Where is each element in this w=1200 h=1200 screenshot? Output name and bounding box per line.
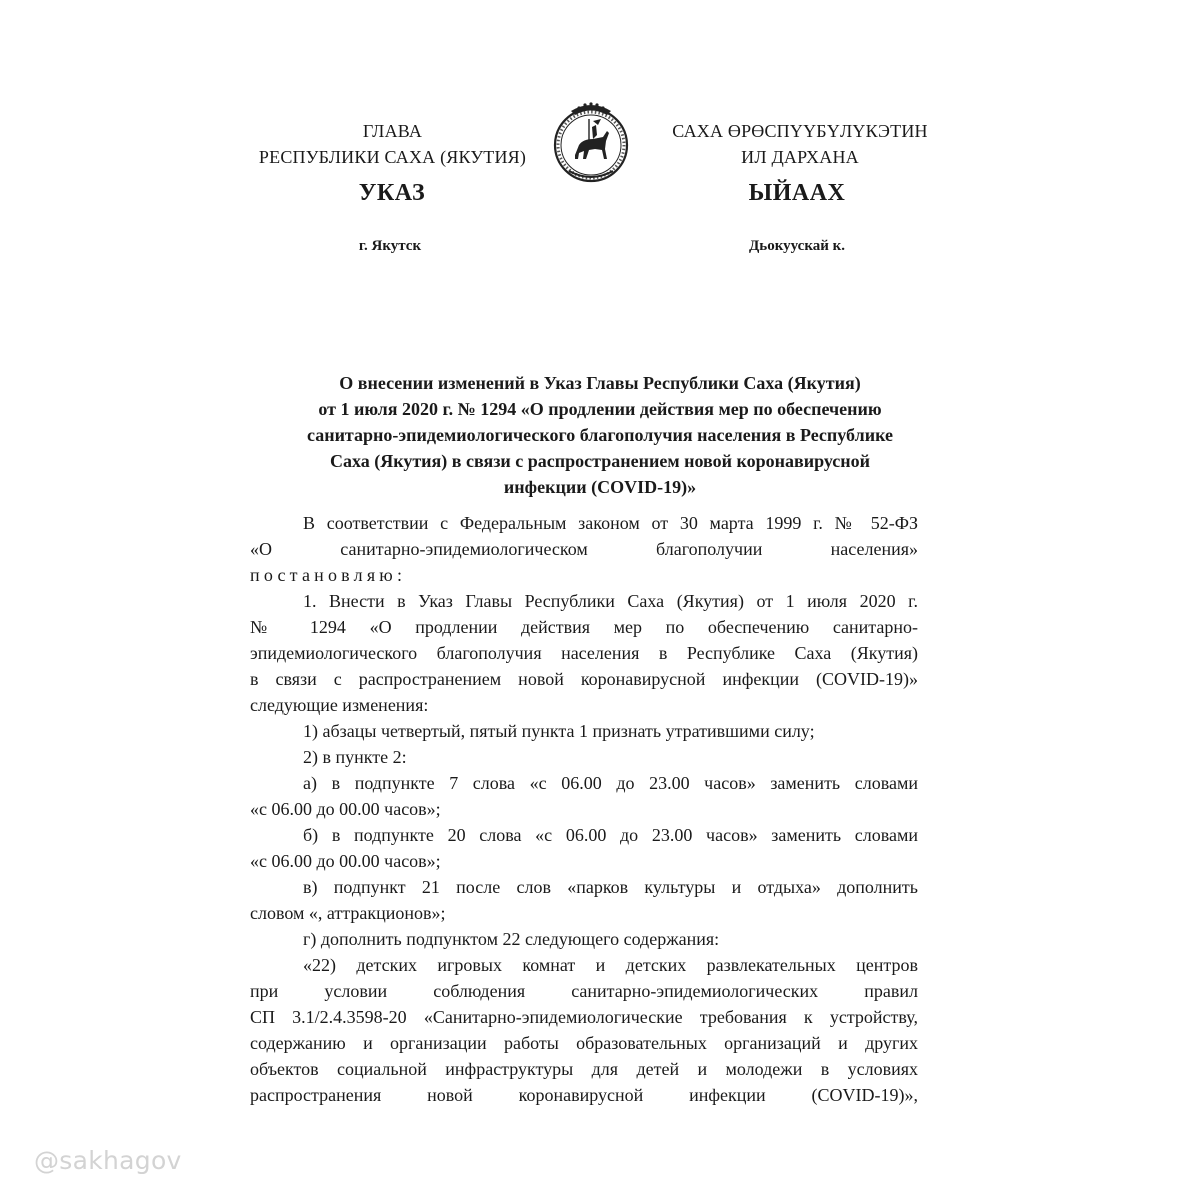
issuer-line: ИЛ ДАРХАНА bbox=[741, 147, 859, 167]
title-line: от 1 июля 2020 г. № 1294 «О продлении действия мер по обеспечению bbox=[318, 399, 882, 419]
body-line: «22) детских игровых комнат и детских развлекательных центров bbox=[303, 955, 918, 975]
body-line: б) в подпункте 20 слова «с 06.00 до 23.00 часов» заменить словами bbox=[303, 825, 918, 845]
body-line: при условии соблюдения санитарно-эпидемиологических правил bbox=[250, 981, 918, 1001]
body-line: постановляю: bbox=[250, 565, 407, 585]
issuer-line: ГЛАВА bbox=[362, 121, 423, 141]
issuer-sakha bbox=[650, 118, 950, 170]
body-line: 2) в пункте 2: bbox=[303, 747, 407, 767]
body-line: № 1294 «О продлении действия мер по обеспечению санитарно- bbox=[250, 617, 918, 637]
body-line: следующие изменения: bbox=[250, 695, 429, 715]
title-line: санитарно-эпидемиологического благополучия населения в Республике bbox=[306, 425, 893, 445]
body-line: а) в подпункте 7 слова «с 06.00 до 23.00 часов» заменить словами bbox=[303, 773, 918, 793]
issuer-line: САХА ӨРӨСПҮҮБҮЛҮКЭТИН bbox=[672, 121, 928, 141]
decree-label-sakha: ЫЙААХ bbox=[748, 180, 846, 206]
decree-label-russian: УКАЗ bbox=[358, 180, 426, 206]
body-line: распространения новой коронавирусной инфекции (COVID-19)», bbox=[250, 1085, 918, 1105]
body-line: в) подпункт 21 после слов «парков культуры и отдыха» дополнить bbox=[303, 877, 918, 897]
city-russian: г. Якутск bbox=[358, 238, 422, 254]
title-line: Саха (Якутия) в связи с распространением новой коронавирусной bbox=[329, 451, 871, 471]
body-line: эпидемиологического благополучия населения в Республике Саха (Якутия) bbox=[250, 643, 918, 663]
decree-title bbox=[240, 370, 960, 500]
body-line: СП 3.1/2.4.3598-20 «Санитарно-эпидемиологические требования к устройству, bbox=[250, 1007, 918, 1027]
title-line: инфекции (COVID-19)» bbox=[503, 477, 697, 497]
body-line: содержанию и организации работы образовательных организаций и других bbox=[250, 1033, 918, 1053]
body-line: «с 06.00 до 00.00 часов»; bbox=[250, 851, 441, 871]
city-sakha: Дьокуускай к. bbox=[748, 238, 846, 254]
watermark-handle: @sakhagov bbox=[34, 1146, 182, 1175]
body-line: г) дополнить подпунктом 22 следующего содержания: bbox=[303, 929, 720, 949]
title-line: О внесении изменений в Указ Главы Республики Саха (Якутия) bbox=[339, 373, 861, 393]
body-line: в связи с распространением новой коронавирусной инфекции (COVID-19)» bbox=[250, 669, 918, 689]
body-line: словом «, аттракционов»; bbox=[250, 903, 446, 923]
body-line: «О санитарно-эпидемиологическом благополучии населения» bbox=[250, 539, 918, 559]
decree-body bbox=[250, 510, 918, 1108]
body-line: объектов социальной инфраструктуры для детей и молодежи в условиях bbox=[250, 1059, 918, 1079]
body-line: В соответствии с Федеральным законом от 30 марта 1999 г. № 52-ФЗ bbox=[303, 513, 918, 533]
issuer-line: РЕСПУБЛИКИ САХА (ЯКУТИЯ) bbox=[258, 147, 527, 167]
body-line: «с 06.00 до 00.00 часов»; bbox=[250, 799, 441, 819]
coat-of-arms-icon bbox=[549, 97, 633, 185]
body-line: 1. Внести в Указ Главы Республики Саха (Якутия) от 1 июля 2020 г. bbox=[303, 591, 918, 611]
issuer-russian bbox=[235, 118, 550, 170]
body-line: 1) абзацы четвертый, пятый пункта 1 признать утратившими силу; bbox=[303, 721, 815, 741]
